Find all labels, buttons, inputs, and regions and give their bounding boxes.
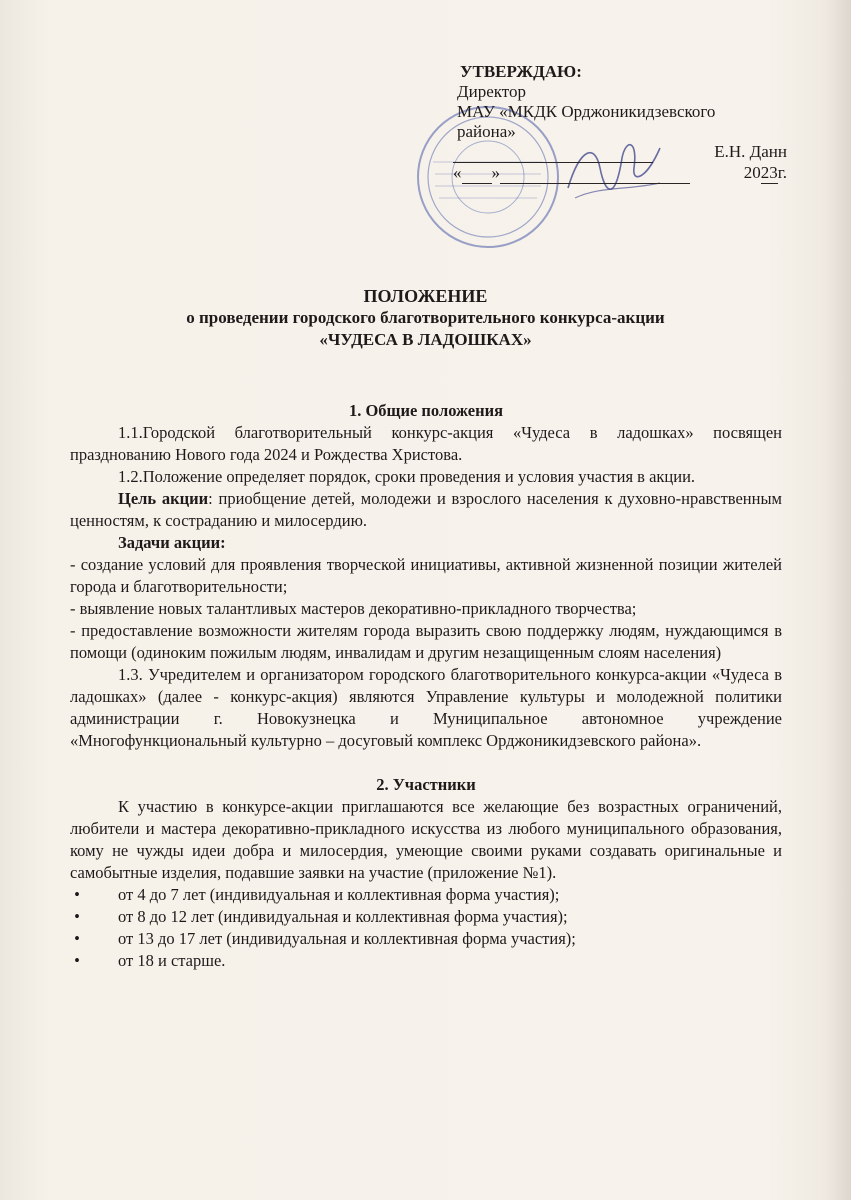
- list-item-text: от 4 до 7 лет (индивидуальная и коллективная форма участия);: [118, 885, 560, 904]
- bullet-icon: •: [74, 929, 80, 948]
- section1-task2: - выявление новых талантливых мастеров декоративно-прикладного творчества;: [70, 599, 637, 618]
- section1-goal: [70, 488, 782, 532]
- approval-signer: Е.Н. Данн: [714, 142, 787, 161]
- document-body: [70, 400, 782, 972]
- section1-task3: - предоставление возможности жителям города выразить свою поддержку людям, нуждающимся в помощи (одиноким пожилым людям, инвалидам и другим незащищенным слоям населения): [70, 621, 782, 662]
- year-end: г.: [777, 163, 787, 182]
- list-item-text: от 18 и старше.: [118, 951, 226, 970]
- section1-p3: 1.3. Учредителем и организатором городского благотворительного конкурса-акции «Чудеса в ладошках» (далее - конкурс-акция) являются Управление культуры и молодежной политики администрации г. Новокузнецка и Муниципальное автономное учреждение «Многофункциональный культурно – досуговый комплекс Орджоникидзевского района».: [70, 665, 782, 750]
- list-item: [70, 928, 782, 950]
- approval-header: УТВЕРЖДАЮ:: [460, 62, 582, 81]
- approval-date-row: [453, 163, 787, 184]
- section1-p1: 1.1.Городской благотворительный конкурс-акция «Чудеса в ладошках» посвящен празднованию Нового года 2024 и Рождества Христова.: [70, 423, 782, 464]
- bullet-icon: •: [74, 951, 80, 970]
- section-gap: [70, 752, 782, 774]
- approval-position: Директор: [457, 82, 526, 101]
- list-item: [70, 884, 782, 906]
- scan-edge-shadow: [827, 0, 851, 1200]
- year-prefix: 20: [743, 163, 761, 182]
- signature-line: [453, 142, 653, 163]
- section1-heading: 1. Общие положения: [348, 401, 504, 420]
- bullet-icon: •: [74, 907, 80, 926]
- date-close-quote: »: [491, 163, 500, 182]
- bullet-icon: •: [74, 885, 80, 904]
- list-item: [70, 950, 782, 972]
- title-line3: «ЧУДЕСА В ЛАДОШКАХ»: [319, 330, 532, 349]
- date-open-quote: «: [453, 163, 462, 182]
- section1-tasks-label: [70, 532, 782, 554]
- approval-date-field: [453, 163, 690, 184]
- approval-year: [744, 163, 787, 184]
- year-suffix: 23: [760, 163, 778, 182]
- title-line1: ПОЛОЖЕНИЕ: [363, 286, 488, 306]
- document-title: [0, 285, 851, 351]
- section2-p1: К участию в конкурсе-акции приглашаются все желающие без возрастных ограничений, любители и мастера декоративно-прикладного искусства из любого муниципального образования, кому не чужды идеи добра и милосердия, умеющие своими руками создавать оригинальные и самобытные изделия, подавшие заявки на участие (приложение №1).: [70, 797, 782, 882]
- age-group-list: [70, 884, 782, 972]
- section1-p2: 1.2.Положение определяет порядок, сроки проведения и условия участия в акции.: [118, 467, 696, 486]
- tasks-label: Задачи акции:: [118, 533, 226, 552]
- goal-label: Цель акции: [118, 489, 209, 508]
- list-item-text: от 13 до 17 лет (индивидуальная и коллективная форма участия);: [118, 929, 576, 948]
- title-line2: о проведении городского благотворительного конкурса-акции: [186, 308, 665, 327]
- list-item: [70, 906, 782, 928]
- section2-heading: 2. Участники: [376, 775, 476, 794]
- approval-org-line2: района»: [457, 122, 516, 141]
- section1-task1: - создание условий для проявления творческой инициативы, активной жизненной позиции жителей города и благотворительности;: [70, 555, 782, 596]
- list-item-text: от 8 до 12 лет (индивидуальная и коллективная форма участия);: [118, 907, 568, 926]
- approval-org-line1: МАУ «МКДК Орджоникидзевского: [457, 102, 716, 121]
- goal-text: : приобщение детей, молодежи и взрослого населения к духовно-нравственным ценностям, к состраданию и милосердию.: [70, 489, 782, 530]
- approval-block: [453, 62, 787, 184]
- approval-signature-row: [453, 142, 787, 163]
